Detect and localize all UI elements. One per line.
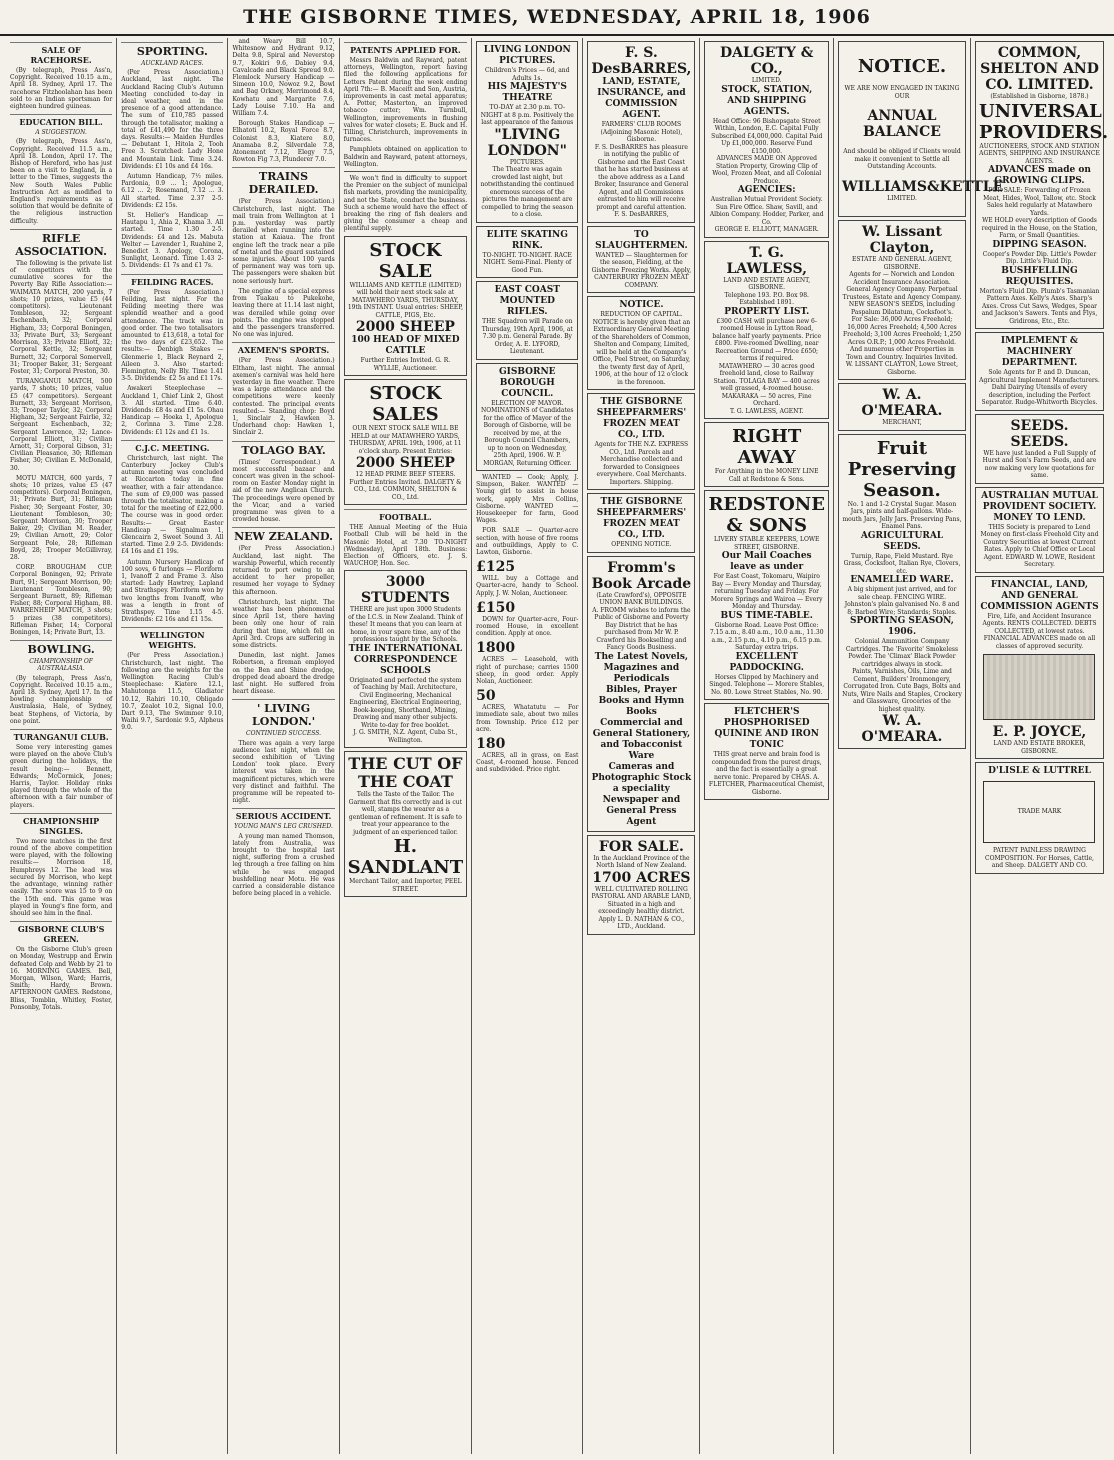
ad-text: A big shipment just arrived, and for sale cheap. FENCING WIRE. Johnston's plain galvanised No. 8 and 8; Barbed Wire; Standards; Staples. — [844, 586, 960, 616]
ad-text: OUR NEXT STOCK SALE WILL BE HELD at our MATAWHERO YARDS, THURSDAY, APRIL 19th, 1906, at 11 o'clock sharp. Present Entries: — [349, 425, 462, 455]
ad-text: Morton's Fluid Dip. Plumb's Tasmanian Pattern Axes. Kelly's Axes. Sharp's Axes. Cross Cut Saws, Wedges, Spear and Jackson's Sawers. Tents and Flys, Gridirons, Etc., Etc. — [979, 287, 1100, 325]
advertisement — [476, 363, 578, 472]
ad-text: Cooper's Powder Dip. Little's Powder Dip. Little's Fluid Dip. — [982, 250, 1097, 265]
column-4 — [340, 38, 473, 1454]
ad-text: T. G. LAWLESS, AGENT. — [729, 407, 804, 415]
article-text: (Per Press Association.) Feilding, last night. For the Feilding meeting there was splendid weather and a good attendance. The track was in good order. The two totalisators amounted to £13,618, a total for the two days of £23,652. The results:— Denbigh Stakes — Glenmerie 1, Black Reynard 2, Aileen 3. Also started: Flemington, Nelly Bly. Time 1.41 3-5. Dividends: £2 5s and £1 17s. — [121, 288, 224, 383]
ad-title: STOCK SALE — [369, 239, 442, 282]
ad-title: THE GISBORNE SHEEPFARMERS' FROZEN MEAT CO., LTD. — [596, 497, 687, 540]
advertisement — [704, 703, 829, 800]
ad-text: ESTATE AND GENERAL AGENT, GISBORNE. — [851, 256, 953, 271]
ad-title: STOCK SALES — [369, 383, 442, 426]
ad-text: WE HOLD every description of Goods required in the House, on the Station, Farm, or Small Quantities. — [981, 217, 1098, 239]
divider — [344, 171, 468, 172]
ad-title: THE CUT OF THE COAT — [348, 754, 463, 792]
ad-title: Fruit Preserving Season. — [847, 437, 957, 501]
ad-text: FARMERS' CLUB ROOMS (Adjoining Masonic Hotel), Gisborne. — [600, 121, 683, 143]
ad-title: BUSHFELLING REQUISITES. — [1001, 265, 1078, 287]
headline: PATENTS APPLIED FOR. — [344, 42, 468, 55]
advertisement — [587, 393, 695, 490]
advertisement — [344, 751, 468, 897]
ad-title: "LIVING LONDON" — [487, 126, 567, 159]
advertisement — [476, 281, 578, 360]
advertisement — [344, 570, 468, 748]
headline: TRAINS DERAILED. — [232, 167, 334, 196]
subheadline: AUCKLAND RACES. — [141, 60, 204, 67]
advertisement — [975, 762, 1104, 874]
ad-text: W. LISSANT CLAYTON, Lowe Street, Gisborne. — [845, 361, 959, 376]
article-text: Autumn Nursery Handicap of 100 sovs, 6 furlongs — Floriform 1, Ivanoff 2 and Frame 3. Also started: Lady Hawtrey, Lapland and Strathspey. Floriform won by two lengths from Ivanoff, who was a length in front of Strathspey. Time 1.15 4-5. Dividends: £2 16s and £1 15s. — [121, 558, 224, 624]
article-text: (By telegraph, Press Ass'n, Copyright. Received 11.5 a.m., April 18. London, April 17. The Bishop of Hereford, who has just been on a visit to England, in a letter to the Times, suggests the New South Wales Public Instruction Act as modified to England's requirements as a solution that would be definite of the religious instruction difficulty. — [10, 138, 113, 225]
ad-title: W. A. O'MEARA. — [861, 713, 943, 745]
ad-title: AUSTRALIAN MUTUAL PROVIDENT SOCIETY. — [981, 490, 1098, 512]
ad-text: FOR SALE: Forwarding of Frozen Meat, Hides, Wool, Tallow, etc. Stock Sales held regularly at Matawhero Yards. — [983, 187, 1096, 217]
column-2 — [117, 38, 228, 1454]
advertisement — [975, 487, 1104, 573]
advertisement — [587, 493, 695, 553]
ad-title: FINANCIAL, LAND, AND GENERAL COMMISSION AGENTS — [980, 579, 1099, 612]
ad-text: For Sale: 36,000 Acres Freehold; 16,000 Acres Freehold; 4,500 Acres Freehold; 3,100 Acres Freehold; 1,250 Acres O.R.P.; 1,000 Acres Freehold. And numerous other Properties in Town and Country. Inquiries Invited. — [843, 316, 961, 361]
article-text: St. Helier's Handicap — Hautapu 1, Ahia 2, Khama 3. All started. Time 1.30 2-5. Dividends: £4 and 12s. Mabuta Welter — Lavender 1, Ruahine 2, Benedict 3. Apology, Corona, Sunlight, Leonard. Time 1.43 2-5. Dividends: £1 7s and £1 7s. — [121, 212, 224, 270]
ad-title: ELITE SKATING RINK. — [486, 229, 568, 251]
ad-title: INSURANCE, and — [597, 88, 686, 98]
article-text: Pamphlets obtained on application to Baldwin and Rayward, patent attorneys, Wellington. — [343, 146, 468, 168]
ad-text: Fire, Life, and Accident Insurance Agents. RENTS COLLECTED. DEBTS COLLECTED, at lowest rates. FINANCIAL ADVANCES made on all classes of approved security. — [982, 612, 1097, 650]
ad-text: 12 HEAD PRIME BEEF STEERS. Further Entries Invited. DALGETY & CO., Ltd. COMMON, SHELTON & CO., Ltd. — [349, 471, 462, 501]
ad-text: ADVANCES MADE ON Approved Station Property, Growing Clip of Wool, Frozen Meat, and all Colonial Produce. — [712, 155, 822, 185]
ad-title: SPORTING SEASON, 1906. — [850, 616, 954, 637]
ad-text: LIMITED. — [751, 77, 782, 84]
article-text: Christchurch, last night. The Canterbury Jockey Club's autumn meeting was concluded at Riccarton today in fine weather, with a fair attendance. The sum of £9,000 was passed through the totalisator, making a total for the meeting of £22,000. The course was in good order. Results:— Great Easter Handicap — Signalman 1, Glencairn 2, Sweet Sound 3. All started. Time 2.9 2-5. Dividends: £4 16s and £1 19s. — [121, 454, 224, 556]
factory-illustration — [983, 654, 1095, 720]
ad-title: E. P. JOYCE, — [992, 724, 1087, 740]
ad-title: 100 HEAD OF MIXED CATTLE — [351, 335, 460, 357]
ad-text: (Established in Gisborne, 1878.) — [990, 93, 1089, 100]
headline: GISBORNE CLUB'S GREEN. — [10, 921, 112, 944]
ad-title: F. S. DesBARRES, — [591, 45, 692, 77]
ad-text: MERCHANT, — [882, 419, 922, 426]
ad-text: GEORGE E. ELLIOTT, MANAGER. — [714, 226, 819, 233]
ad-text: Australian Mutual Provident Society. Sun Fire Office. Shaw, Savill, and Albion Company. Hodder, Parker, and Co. — [709, 196, 824, 226]
ad-text: In the Auckland Province of the North Island of New Zealand. — [593, 854, 690, 869]
ad-title: NOTICE. — [857, 56, 947, 77]
article-text: Awakeri Steeplechase — Auckland 1, Chief Link 2, Ghost 3. All started. Time 6.40. Dividends: £8 4s and £1 5s. Ohau Handicap — Hoeka 1, Apologue 2, Corinna 3. Time 2.28. Dividends: £1 12s and £1 1s. — [121, 385, 224, 436]
ad-text: WANTED — Slaughtermen for the season, Fielding, at the Gisborne Freezing Works. Apply, CANTERBURY FROZEN MEAT COMPANY. — [591, 251, 692, 289]
ad-title: STOCK, STATION, AND SHIPPING AGENTS. — [721, 84, 813, 117]
ad-title: SEEDS. SEEDS. — [1010, 417, 1069, 450]
ad-text: Merchant Tailor, and Importer, PEEL STREET. — [349, 878, 462, 893]
ad-title: Fromm's Book Arcade — [591, 559, 692, 592]
ad-text: MATAWHERO — 30 acres good freehold land, close to Railway Station. TOLAGA BAY — 400 acres well grassed, 4-roomed house. MAKARAKA — 50 acres, Fine Orchard. — [713, 362, 820, 407]
ad-text: Paints, Varnishes, Oils, Lime and Cement, Builders' Ironmongery, Corrugated Iron. Cute Bags, Bolts and Nuts, Wire Nails and Staples, Crockery and Glassware, Groceries of the highest quality. — [842, 668, 962, 713]
column-9 — [971, 38, 1108, 1454]
article-text: CORP. BROUGHAM CUP. Corporal Boningen, 92; Private Burt, 91; Sergeant Morrison, 90; Lieutenant Tombleson, 90; Sergeant Burnett, 89; Rifleman Fisher, 88; Corporal Higham, 88. WARRENHEIP MATCH, 3 shots; 5 prizes (38 competitors). Rifleman Fisher, 14; Corporal Boningen, 14; Private Burt, 13. — [10, 564, 113, 637]
ad-title: COMMISSION AGENT. — [605, 99, 678, 120]
article-text: The engine of a special express from Tuakau to Pukekohe, leaving there at 11.14 last night, was derailed while going over points. The engine was stopped and the passengers transferred. No one was injured. — [232, 287, 335, 339]
ad-text: WE ARE NOW ENGAGED IN TAKING OUR — [844, 85, 960, 100]
acreage-figure: 1800 — [476, 640, 516, 657]
ad-title: UNIVERSAL PROVIDERS. — [978, 100, 1109, 143]
article-text: (Times' Correspondent.) A most successful bazaar and concert was given in the school-room on Easter Monday night in aid of the new Anglican Church. The proceedings were opened by the Vicar, and a varied programme was given to a crowded house. — [232, 458, 335, 524]
subheadline: YOUNG MAN'S LEG CRUSHED. — [234, 823, 333, 831]
ad-title: 2000 SHEEP — [355, 319, 455, 336]
article-text: TURANGANUI MATCH, 500 yards, 7 shots; 10 prizes, value £5 (47 competitors). Sergeant Burnett, 33; Sergeant Morrison, 33; Trooper Taylor, 32; Corporal Higham, 32; Sergeant Fairlie, 32; Sergeant Eschenbach, 32; Sergeant Lawrence, 32; Lance-Corporal Elliott, 31; Civilian Arnott, 31; Corporal Gibson, 31; Civilian Pleasance, 30; Rifleman Fisher, 30; Civilian E. McDonald, 30. — [10, 378, 113, 472]
ad-title: ENAMELLED WARE. — [850, 575, 954, 585]
ad-text: WILLIAMS AND KETTLE (LIMITED) will hold their next stock sale at MATAWHERO YARDS, THURSDAY, 19th INSTANT. Usual entries: SHEEP, CATTLE, PIGS, Etc. — [347, 281, 463, 319]
headline: FOOTBALL. — [344, 509, 468, 522]
article-text: There was again a very large audience last night, when the second exhibition of 'Living London' took place. Every interest was taken in the magnificent pictures, which were very distinct and faithful. The programme will be repeated to-night. — [232, 739, 335, 805]
ad-title: ADVANCES made on GROWING CLIPS. — [988, 165, 1091, 186]
advertisement — [587, 296, 695, 390]
headline: C.J.C. MEETING. — [121, 440, 223, 453]
article-text: (Per Press Association.) Eltham, last night. The annual axemen's carnival was held here yesterday in fine weather. There was a large attendance and the competitions were keenly contested. The principal events resulted:— Standing chop: Boyd 1, Sinclair 2, Hawken 3. Underhand chop: Hawken 1, Sinclair 2. — [232, 357, 335, 437]
ad-text: AUCTIONEERS, STOCK AND STATION AGENTS, SHIPPING AND INSURANCE AGENTS. — [979, 142, 1100, 165]
article-text: Messrs Baldwin and Rayward, patent attorneys, Wellington, report having filed the following applications for Letters Patent during the week ending April 7th:— B. Maceitt and Son, Austria, improvements in cast metal apparatus; A. Potter, Masterton, an improved tobacco cutter; Wm. Turnbull, Wellington, improvements in flushing valves for water closets; E. Buck and H. Tilling, Christchurch, improvements in furnaces. — [343, 57, 468, 144]
subheadline: A SUGGESTION. — [35, 129, 87, 137]
ad-title: 3000 STUDENTS — [360, 574, 450, 607]
classified-text: ACRES — Leasehold, with right of purchase; carries 1500 sheep, in good order. Apply Nolan, Auctioneer. — [476, 656, 579, 686]
ad-title: BUS TIME-TABLE. — [720, 610, 813, 621]
ad-text: PATENT PAINLESS DRAWING COMPOSITION. For Horses, Cattle, and Sheep. DALGETY AND CO. — [985, 847, 1094, 869]
ad-title: Commercial and General Stationery, and Tobacconist Ware — [592, 717, 691, 761]
ad-text: Telephone 193. P.O. Box 98. Established 1891. — [724, 291, 809, 306]
article-text: A young man named Thomson, lately from Australia, was brought to the hospital last night, suffering from a crushed leg through a tree falling on him while he was engaged bushfelling near Motu. He was carried a considerable distance before being placed in a vehicle. — [232, 832, 335, 898]
price-figure: £150 — [476, 599, 516, 616]
ad-text: NOTICE is hereby given that an Extraordinary General Meeting of the Shareholders of Common, Shelton and Company, Limited, will be held at the Company's Office, Peel Street, on Saturday, the twenty first day of April, 1906, at the hour of 12 o'clock in the forenoon. — [592, 318, 691, 386]
article-text: Two more matches in the first round of the above competition were played, with the following results:— Morrison 18, Humphreys 12. The lead was secured by Morrison, who kept the advantage, winning rather easily. The score was 15 to 9 on the 15th end. This game was played in Young's fine form, and should see him in the final. — [10, 837, 113, 917]
ad-text: THIS great nerve and brain food is compounded from the purest drugs, and the fact is essentially a great nerve tonic. Prepared by CHAS. A. FLETCHER, Pharmaceutical Chemist, Gisborne. — [708, 751, 825, 796]
ad-text: Further Entries Invited. G. R. WYLLIE, Auctioneer. — [360, 357, 451, 372]
ad-text: WE have just landed a Full Supply of Hurst and Son's Farm Seeds, and are now making very low quotations for same. — [982, 449, 1097, 479]
column-7 — [700, 38, 834, 1454]
headline: NEW ZEALAND. — [232, 527, 334, 543]
headline: SALE OF RACEHORSE. — [10, 42, 112, 65]
ad-text: TO-NIGHT. TO-NIGHT. RACE NIGHT. Semi-Final. Plenty of Good Fun. — [482, 251, 572, 274]
ad-text: And should be obliged if Clients would make it convenient to Settle all Outstanding Accounts. — [843, 148, 961, 170]
ad-title: H. SANDLANT — [347, 836, 464, 879]
advertisement — [838, 383, 966, 431]
article-text: Autumn Handicap, 7½ miles. Pardonia, 0.9 ... 1; Apologue, 6.12 ... 2; Rosemand, 7.12 ... 3. All started. Time 2.37 2-5. Dividends: £2 15s. — [121, 173, 224, 209]
ad-text: For East Coast, Tokomaru, Waipiro Bay — Every Monday and Thursday, returning Tuesday and Friday. For Morere Springs and Wairoa — Every Monday and Thursday. — [710, 573, 823, 610]
ad-text: (Late Crawford's), OPPOSITE UNION BANK BUILDINGS. — [596, 591, 687, 606]
acreage-figure: 50 — [476, 688, 496, 705]
ad-title: Our Mail Coaches leave as under — [721, 551, 812, 572]
ad-text: LAND AND ESTATE AGENT, GISBORNE. — [723, 276, 811, 291]
price-figure: £125 — [476, 559, 516, 576]
ad-text: REDUCTION OF CAPITAL. — [600, 311, 683, 318]
ad-title: ANNUAL BALANCE — [862, 108, 941, 140]
ad-text: A. FROMM wishes to inform the Public of Gisborne and Poverty Bay District that he has purchased from Mr W. P. Crawford his Bookselling and Fancy Goods Business. — [592, 606, 691, 651]
advertisement — [344, 379, 468, 505]
masthead: THE GISBORNE TIMES, WEDNESDAY, APRIL 18, 1906 — [0, 0, 1114, 36]
trade-mark-logo — [983, 781, 1095, 843]
ad-title: FLETCHER'S PHOSPHORISED QUININE AND IRON TONIC — [714, 707, 819, 750]
advertisement — [704, 422, 829, 487]
ad-text: Horses Clipped by Machinery and Singed. Telephone — Morere Stables, No. 80. Lowe Street Stables, No. 90. — [709, 673, 825, 696]
headline: SPORTING. — [121, 42, 223, 58]
ad-text: For Anything in the MONEY LINE Call at Redstone & Sons. — [714, 468, 819, 483]
advertisement — [975, 576, 1104, 760]
article-text: (Per Press Association.) Christchurch, last night. The mail train from Wellington at 1 p.m. yesterday was partly derailed when running into the station at Kaiaua. The front engine left the track near a pile of metal and the guard sustained some injuries. About 100 yards of permanent way was torn up. The passengers were shaken but none seriously hurt. — [232, 198, 335, 285]
ad-title: 1700 ACRES — [592, 869, 691, 886]
ad-title: Bibles, Prayer Books and Hymn Books — [598, 684, 685, 717]
column-5 — [472, 38, 583, 1454]
ad-text: Head Office: 96 Bishopsgate Street Within, London, E.C. Capital Fully Subscribed £4,000,000. Capital Paid Up £1,000,000. Reserve Fund £150,000. — [711, 117, 823, 155]
article-text: (By telegraph, Press Ass'n, Copyright. Received 10.15 a.m., April 18. Sydney, April 17. In the bowling championship of Australasia, Hale, of Sydney, beat Stephens, of Victoria, by one point. — [10, 674, 113, 725]
ad-text: Sole Agents for P. and D. Duncan, Agricultural Implement Manufacturers. Dahl Dairying Utensils of every description, including the Perfect Separator. Rudge-Whitworth Bicycles. — [979, 369, 1100, 406]
article-text: and Weary Bill 10.7, Whitesnow and Hydrant 9.12, Delta 9.8, Spiral and Neverstop 9.7, Kokiri 9.6, Dabiey 9.4, Cavalcade and Black Spreud 9.0. Flemlock Nursery Handicap — Simeon 10.0, Nowoz 9.2, Bowl and Bag Orkney, Merrimond 8.4, Kowhatu and Margarite 7.6, Lady Louise 7.10. Ha and William 7.4. — [232, 38, 335, 118]
headline: WELLINGTON WEIGHTS. — [121, 627, 223, 650]
headline: RIFLE ASSOCIATION. — [10, 229, 112, 258]
ad-title: DIPPING SEASON. — [992, 239, 1087, 250]
trade-mark-label: TRADE MARK — [1017, 808, 1062, 816]
ad-title: RIGHT AWAY — [732, 426, 802, 468]
ad-text: THERE are just upon 3000 Students of the I.C.S. in New Zealand. Think of these! It means that you can learn at home, in your spare time, any of the professions taught by the Schools. — [348, 606, 463, 644]
classified-text: WILL buy a Cottage and Quarter-acre, handy to School. Apply, J. W. Nolan, Auctioneer. — [476, 575, 579, 597]
article-text: (By telegraph, Press Ass'n, Copyright. Received 10.15 a.m., April 18. Sydney, April 17. The racehorse Fitzhoolahan has been sold to an Indian sportsman for eighteen hundred guineas. — [10, 67, 113, 111]
ad-text: TO-DAY at 2.30 p.m. TO-NIGHT at 8 p.m. Positively the last appearance of the famous — [480, 104, 574, 126]
ad-title: FOR SALE. — [598, 838, 684, 855]
headline: AXEMEN'S SPORTS. — [232, 342, 334, 355]
ad-title: THE GISBORNE SHEEPFARMERS' FROZEN MEAT CO., LTD. — [596, 397, 687, 440]
ad-text: NOMINATIONS of Candidates for the office of Mayor of the Borough of Gisborne, will be received by me, at the Borough Council Chambers, up to noon on Wednesday, 25th April, 1906. W. P. MORGAN, Returning Officer. — [481, 407, 574, 467]
ad-text: LIMITED. — [887, 194, 917, 202]
classified-text: DOWN for Quarter-acre, Four-roomed House, in excellent condition. Apply at once. — [476, 615, 579, 638]
advertisement — [476, 226, 578, 279]
headline: TURANGANUI CLUB. — [10, 729, 112, 742]
ad-text: LIVERY STABLE KEEPERS, LOWE STREET, GISBORNE. — [714, 536, 820, 551]
headline: EDUCATION BILL. — [10, 114, 112, 127]
article-text: On the Gisborne Club's green on Monday, Westrupp and Erwin defeated Colp and Webb by 21 to 16. MORNING GAMES. Bell, Morgan, Wilson, Ward; Harris, Smith; Hardy, Brown. AFTERNOON GAMES. Redstone, Bliss, Tomblin, Whitley, Foster, Ponsonby, Totals. — [10, 946, 113, 1011]
ad-title: TO SLAUGHTERMEN. — [595, 229, 688, 251]
acreage-figure: 180 — [476, 736, 506, 753]
ad-text: ELECTION OF MAYOR. — [491, 399, 564, 407]
ad-text: Colonial Ammunition Company Cartridges. The 'Favorite' Smokeless Powder. The 'Climax' Black Powder cartridges always in stock. — [845, 638, 959, 668]
ad-text: Tells the Taste of the Tailor. The Garment that fits correctly and is cut well, stamps the wearer as a gentleman of refinement. It is safe to treat your appearance to the judgment of an experienced tailor. — [348, 791, 463, 836]
ad-title: MONEY TO LEND. — [993, 512, 1086, 523]
article-text: Borough Stakes Handicap — Elhatoti 10.2, Royal Force 8.7, Colonist 8.3, Kiatere 8.0, Anamaba 8.2, Silverdale 7.8, Atonement 7.12, Elegy 7.5, Rowton Fig 7.3, Plunderer 7.0. — [232, 120, 335, 164]
advertisement — [838, 434, 966, 750]
ad-text: J. G. SMITH, N.Z. Agent, Cuba St., Wellington. — [353, 729, 458, 744]
ad-title: W. Lissant Clayton, — [862, 224, 942, 256]
advertisement — [838, 220, 966, 380]
ad-title: Cameras and Photographic Stock a speciality — [591, 761, 692, 794]
ad-title: 2000 SHEEP — [355, 455, 455, 472]
headline: SERIOUS ACCIDENT. — [232, 808, 334, 821]
classified-text: WANTED — Cook; Apply, J. Simpson, Baker. WANTED — Young girl to assist in house work, apply Mrs Collins, Gisborne. WANTED — Housekeeper for farm, Good Wages. — [476, 474, 579, 525]
headline: ' LIVING LONDON.' — [232, 699, 334, 728]
advertisement — [704, 490, 829, 700]
article-text: Dunedin, last night. James Robertson, a fireman employed on the Ben and Shine dredge, dropped dead aboard the dredge last night. He suffered from heart disease. — [232, 652, 335, 696]
ad-text: The Theatre was again crowded last night, but notwithstanding the continued enormous success of the pictures the management are compelled to bring the season to a close. — [480, 166, 575, 218]
headline: BOWLING. — [10, 640, 112, 656]
ad-title: REDSTONE & SONS — [708, 494, 825, 536]
headline: TOLAGO BAY. — [232, 441, 334, 457]
ad-text: Agents for THE N.Z. EXPRESS CO., Ltd. Parcels and Merchandise collected and forwarded to Consignees everywhere. Coal Merchants. Importers. Shipping. — [594, 441, 689, 486]
advertisement — [476, 41, 578, 223]
ad-text: Agents for — Norwich and London Accident Insurance Association. General Agency Company. Perpetual Trustees, Estate and Agency Company. — [842, 271, 962, 301]
advertisement — [587, 835, 695, 935]
classified-text: FOR SALE — Quarter-acre section, with house of five rooms and outbuildings, Apply to C. Lawton, Gisborne. — [476, 527, 579, 557]
classified-text: ACRES, Whatatutu — For immediate sale, about two miles from Township. Price £12 per acre. — [476, 704, 579, 733]
article-text: Some very interesting games were played on the above Club's green during the holidays, the result being:— Bennett, Edwards; McCormick, Jones; Harris, Taylor. Holiday rinks played through the whole of the afternoon with a fair number of players. — [10, 744, 113, 809]
subheadline: CHAMPIONSHIP OF AUSTRALASIA. — [29, 658, 93, 673]
ad-text: Gisborne Road. Leave Post Office: 7.15 a.m., 8.40 a.m., 10.0 a.m., 11.30 a.m., 2.15 p.m., 4.10 p.m., 6.15 p.m. Saturday extra trips. — [709, 621, 824, 651]
ad-text: LAND AND ESTATE BROKER, GISBORNE. — [993, 740, 1086, 755]
ad-text: THE Squadron will Parade on Thursday, 19th April, 1906, at 7.30 p.m. General Parade. By Order, A. E. LYFORD, Lieutenant. — [481, 318, 573, 355]
ad-text: WELL CULTIVATED ROLLING PASTORAL AND ARABLE LAND, Situated in a high and exceedingly healthy district. Apply L. D. NATHAN & CO., LTD., Auckland. — [591, 885, 692, 930]
ad-title: LIVING LONDON PICTURES. — [483, 45, 571, 66]
advertisement — [975, 414, 1104, 484]
ad-title: T. G. LAWLESS, — [726, 244, 807, 277]
ad-title: GISBORNE BOROUGH COUNCIL. — [498, 366, 556, 399]
ad-title: AGRICULTURAL SEEDS. — [860, 530, 944, 552]
headline: CHAMPIONSHIP SINGLES. — [10, 813, 112, 836]
ad-title: WILLIAMS&KETTLE — [841, 178, 1004, 195]
ad-title: EXCELLENT PADDOCKING. — [729, 651, 804, 673]
ad-text: Children's Prices — 6d, and Adults 1s. — [485, 67, 570, 82]
ad-text: NEW SEASON'S SEEDS, including Paspalum Dilatatum, Cocksfoot's. — [848, 301, 956, 316]
ad-title: W. A. O'MEARA. — [861, 387, 943, 419]
ad-text: F. S. DesBARRES has pleasure in notifying the public of Gisborne and the East Coast that he has started business at the above address as a Land Broker, Insurance and General Agent, and all Commissions entrusted to him will receive prompt and careful attention. — [594, 143, 689, 211]
ad-title: D'LISLE & LUTTREL — [988, 766, 1091, 776]
article-text: MOTU MATCH, 600 yards, 7 shots; 10 prizes, value £5 (47 competitors). Corporal Boningen, 31; Private Burt, 31; Rifleman Fisher, 30; Sergeant Foster, 30; Lieutenant Tombleson, 30; Sergeant Morrison, 30; Trooper Baker, 29; Civilian M. Reader, 29; Civilian Arnott, 29; Color Sergeant Pole, 28; Rifleman Boyd, 28; Trooper McGillivray, 28. — [10, 474, 113, 561]
classified-text: ACRES, all in grass, on East Coast, 4-roomed house. Fenced and subdivided. Price right. — [476, 752, 579, 774]
advertisement — [838, 41, 1004, 217]
ad-title: THE INTERNATIONAL CORRESPONDENCE SCHOOLS — [348, 643, 463, 676]
article-text: Christchurch, last night. The weather has been phenomenal since April 1st, there having been only one hour of rain during that time, which fell on April 3rd. Crops are suffering in some districts. — [232, 598, 335, 650]
ad-title: COMMON, SHELTON AND CO. LIMITED. — [980, 45, 1099, 93]
article-text: The following is the private list of competitors with the cumulative scores for the Poverty Bay Rifle Association:— WAIMATA MATCH, 200 yards, 7 shots; 10 prizes, value £5 (44 competitors). Lieutenant Tombleson, 32; Sergeant Eschenbach, 32; Corporal Higham, 33; Corporal Boningen, 33; Private Burt, 33; Sergeant Morrison, 33; Private Elliott, 32; Corporal Kettle, 32; Sergeant Burnett, 32; Corporal Somervell, 31; Trooper Baker, 31; Sergeant Foster, 31; Corporal Preston, 30. — [10, 259, 113, 375]
ad-text: F. S. DesBARRES, — [614, 211, 669, 218]
article-text: (Per Press Association.) Auckland, last night. The Auckland Racing Club's Autumn Meeting concluded to-day in ideal weather, and in the presence of a good attendance. The sum of £10,785 passed through the totalisator, making a total of £41,490 for the three days. Results:— Maiden Hurdles — Debutant 1, Hitola 2, Tooh Free 3. Scratched: Lady Hone and Mountain Link. Time 3.24. Dividends: £1 10s and £4 16s. — [121, 69, 224, 170]
advertisement — [344, 236, 468, 377]
ad-title: HIS MAJESTY'S THEATRE — [487, 82, 567, 103]
column-1 — [6, 38, 117, 1454]
ad-title: PROPERTY LIST. — [724, 306, 810, 317]
ad-text: OPENING NOTICE. — [611, 541, 672, 548]
column-6 — [583, 38, 700, 1454]
article-text: THE Annual Meeting of the Huia Football Club will be held in the Masonic Hotel, at 7.30 TO-NIGHT (Wednesday), April 18th. Business: Election of Officers, etc. J. S. WAUCHOP, Hon. Sec. — [343, 524, 468, 568]
ad-title: NOTICE. — [619, 300, 664, 310]
advertisement — [704, 241, 829, 420]
advertisement — [975, 41, 1109, 329]
subheadline: CONTINUED SUCCESS. — [246, 730, 322, 738]
ad-text: PICTURES. — [509, 158, 545, 166]
ad-text: Turnip, Rape, Field Mustard. Rye Grass, Cocksfoot, Italian Rye, Clovers, etc. — [843, 552, 961, 575]
ad-text: THIS Society is prepared to Lend Money on first-class Freehold City and Country Securities at lowest Current Rates. Apply to Chief Office or Local Agent. EDWARD W. LOWE, Resident Secretary. — [980, 523, 1099, 568]
ad-title: EAST COAST MOUNTED RIFLES. — [494, 285, 560, 317]
article-text: (Per Press Association.) Christchurch, last night. The following are the weights for the Wellington Racing Club's Steeplechase: Kiatere 12.1, Mahutonga 11.5, Gladiator 10.12, Rahiri 10.10, Obligado 10.7, Zealot 10.2, Signal 10.0, Dart 9.13, The Swimmer 9.10, Waihi 9.7, Sardonic 9.5, Alpheus 9.0. — [121, 652, 224, 732]
column-8 — [834, 38, 1004, 1454]
ad-title: Newspaper and General Press Agent — [602, 794, 681, 827]
column-3 — [228, 38, 339, 1454]
advertisement — [587, 556, 695, 832]
ad-title: DALGETY & CO., — [720, 45, 814, 77]
article-text: (Per Press Association.) Auckland, last night. The warship Powerful, which recently returned to port owing to an accident to her propeller, resumed her voyage to Sydney this afternoon. — [232, 545, 335, 596]
advertisement — [975, 332, 1104, 411]
columns — [6, 38, 1108, 1454]
advertisement — [704, 41, 829, 238]
ad-text: No. 1 and 1-2 Crystal Sugar. Mason Jars, pints and half-gallons. Wide-mouth Jars, Jelly Jars. Preserving Pans, Enamel Pans. — [842, 500, 962, 530]
article-text: We won't find in difficulty to support the Premier on the subject of municipal fish markets, providing the municipality, and not the State, conduct the business. Such a scheme would have the effect of breaking the ring of fish dealers and giving the consumer a cheap and plentiful supply. — [343, 175, 468, 233]
advertisement — [587, 41, 695, 223]
ad-title: AGENCIES: — [737, 185, 796, 195]
ad-title: IMPLEMENT & MACHINERY DEPARTMENT. — [1000, 336, 1079, 368]
ad-title: LAND, ESTATE, — [602, 77, 681, 87]
ad-text: Originated and perfected the system of Teaching by Mail. Architecture, Civil Engineering, Mechanical Engineering, Electrical Engineering, Book-keeping, Shorthand, Mining, Drawing and many other subjects. Write to-day for free booklet. — [349, 676, 462, 729]
ad-text: £300 CASH will purchase new 6-roomed House in Lytton Road, balance half yearly payments. Price £800. Five-roomed Dwelling, near Recreation Ground — Price £650; terms if required. — [712, 317, 822, 362]
ad-title: The Latest Novels, Magazines and Periodicals — [594, 651, 689, 684]
advertisement — [587, 226, 695, 294]
headline: FEILDING RACES. — [121, 274, 223, 287]
